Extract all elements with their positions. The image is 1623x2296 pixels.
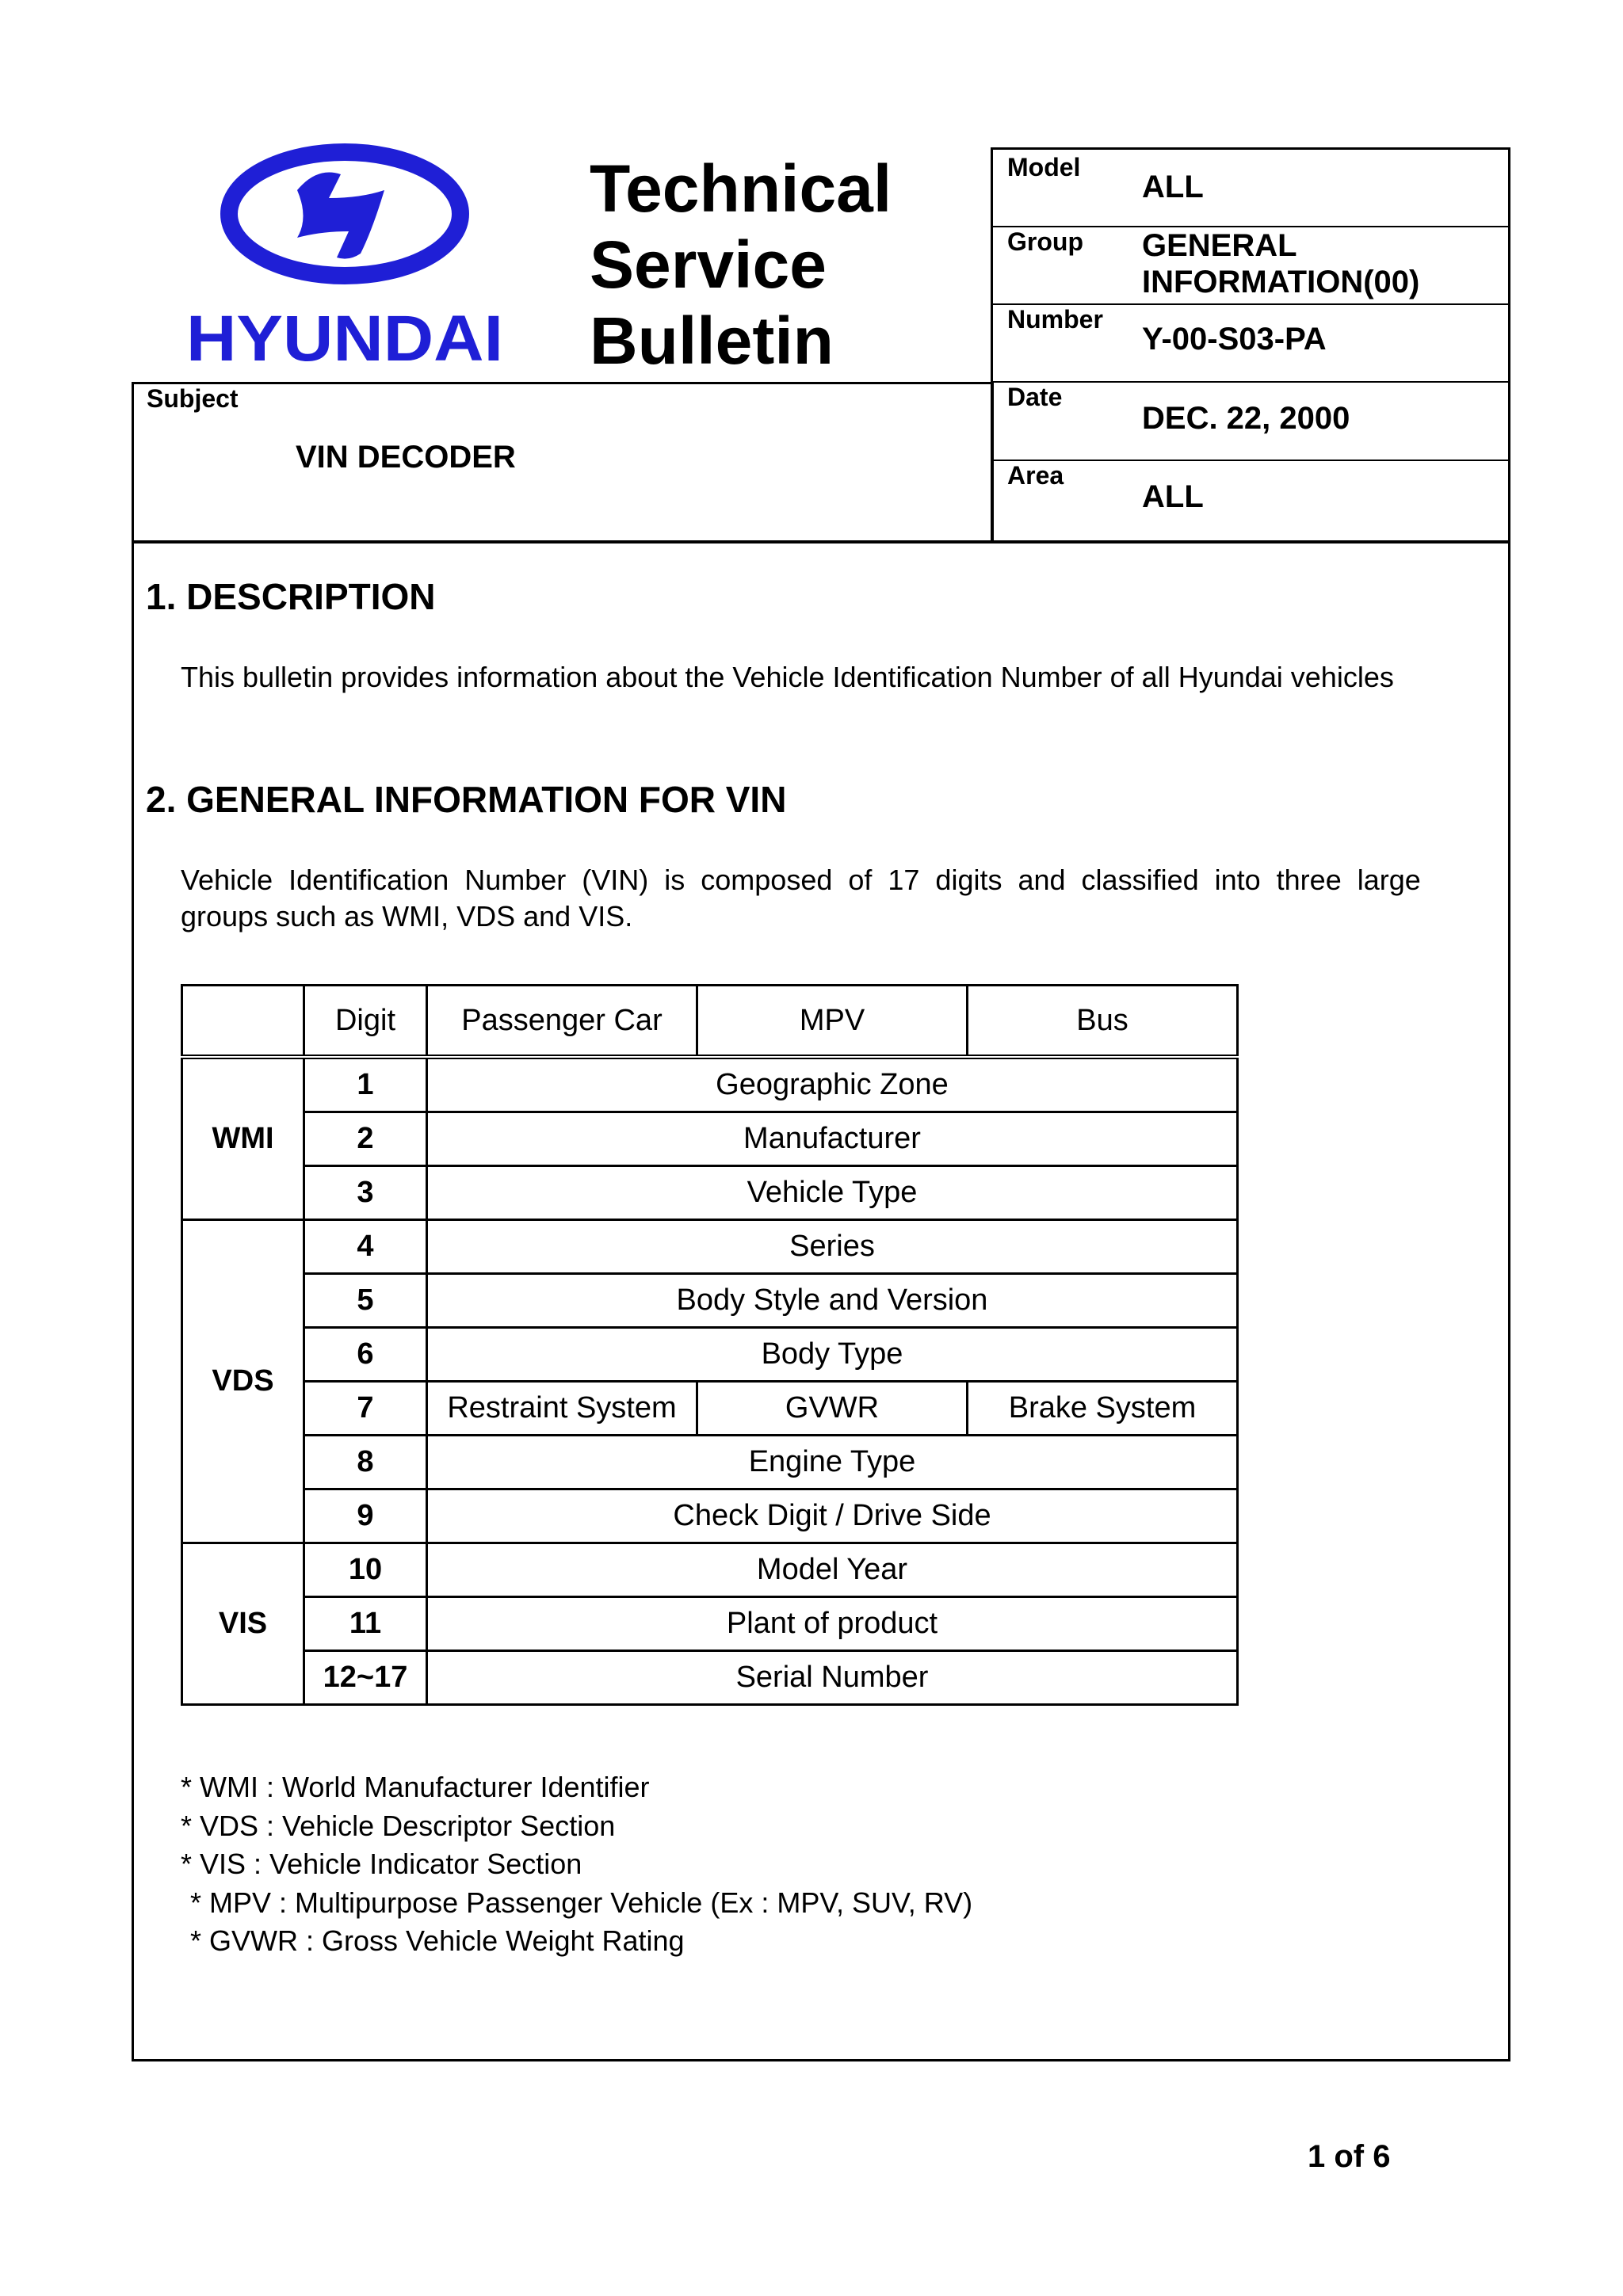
group-vis: VIS (182, 1543, 304, 1705)
table-row (182, 1382, 1238, 1436)
header-cell-blank (182, 986, 304, 1058)
digit-cell: 12~17 (304, 1651, 427, 1705)
footnote-wmi: * WMI : World Manufacturer Identifier (181, 1771, 650, 1803)
table-row (182, 1057, 1238, 1112)
table-row (182, 1489, 1238, 1543)
digit-cell: 4 (304, 1220, 427, 1274)
desc-cell: Model Year (427, 1543, 1238, 1597)
title-line-3: Bulletin (590, 303, 834, 378)
page-number: 1 of 6 (1308, 2139, 1391, 2174)
desc-cell: Manufacturer (427, 1112, 1238, 1166)
header-digit: Digit (304, 986, 427, 1058)
footnotes (181, 1768, 972, 1961)
desc-cell: Body Type (427, 1328, 1238, 1382)
digit-cell: 5 (304, 1274, 427, 1328)
table-row (182, 1166, 1238, 1220)
desc-cell: Check Digit / Drive Side (427, 1489, 1238, 1543)
section-1-text: This bulletin provides information about the Vehicle Identification Number of all Hyundai vehicles (181, 661, 1394, 693)
table-row (182, 1597, 1238, 1651)
digit-cell: 10 (304, 1543, 427, 1597)
table-row (182, 1274, 1238, 1328)
subject-value: VIN DECODER (296, 440, 516, 475)
hyundai-logo (178, 143, 511, 372)
footnote-vds: * VDS : Vehicle Descriptor Section (181, 1809, 616, 1842)
date-label: Date (1007, 383, 1063, 411)
number-label: Number (1007, 305, 1103, 334)
title-line-2: Service (590, 227, 827, 302)
section-2-heading: 2. GENERAL INFORMATION FOR VIN (146, 779, 787, 820)
table-row (182, 1436, 1238, 1489)
digit-cell: 2 (304, 1112, 427, 1166)
header-bus: Bus (968, 986, 1238, 1058)
desc-cell: Engine Type (427, 1436, 1238, 1489)
brand-wordmark: HYUNDAI (186, 303, 503, 372)
model-value: ALL (1142, 170, 1204, 204)
digit-cell: 7 (304, 1382, 427, 1436)
area-value: ALL (1142, 479, 1204, 514)
bulletin-info-box (991, 147, 1510, 543)
table-row (182, 1651, 1238, 1705)
group-value: GENERAL INFORMATION(00) (1142, 228, 1420, 299)
desc-cell-bus: Brake System (968, 1382, 1238, 1436)
section-1-heading: 1. DESCRIPTION (146, 576, 436, 617)
desc-cell: Series (427, 1220, 1238, 1274)
subject-label: Subject (147, 384, 239, 413)
table-row (182, 1328, 1238, 1382)
header-passenger-car: Passenger Car (427, 986, 697, 1058)
title-line-1: Technical (590, 151, 892, 226)
group-vds: VDS (182, 1220, 304, 1543)
desc-cell-mpv: GVWR (697, 1382, 968, 1436)
bulletin-title (590, 151, 892, 379)
table-row (182, 1112, 1238, 1166)
info-row-group (993, 226, 1508, 305)
date-value: DEC. 22, 2000 (1142, 401, 1350, 436)
model-label: Model (1007, 153, 1081, 181)
info-row-date (993, 381, 1508, 461)
digit-cell: 9 (304, 1489, 427, 1543)
info-row-model (993, 150, 1508, 226)
header-mpv: MPV (697, 986, 968, 1058)
digit-cell: 1 (304, 1057, 427, 1112)
area-label: Area (1007, 461, 1064, 490)
group-label: Group (1007, 227, 1083, 256)
group-wmi: WMI (182, 1057, 304, 1220)
desc-cell: Geographic Zone (427, 1057, 1238, 1112)
subject-box (132, 382, 994, 543)
digit-cell: 8 (304, 1436, 427, 1489)
section-2-text-line-2: groups such as WMI, VDS and VIS. (181, 900, 633, 933)
digit-cell: 3 (304, 1166, 427, 1220)
desc-cell: Serial Number (427, 1651, 1238, 1705)
desc-cell: Vehicle Type (427, 1166, 1238, 1220)
footnote-mpv: * MPV : Multipurpose Passenger Vehicle (Ex : MPV, SUV, RV) (190, 1886, 973, 1919)
info-row-number (993, 303, 1508, 383)
table-header-row (182, 986, 1238, 1058)
desc-cell-passenger-car: Restraint System (427, 1382, 697, 1436)
vin-decoder-table (181, 984, 1239, 1706)
info-row-area (993, 460, 1508, 540)
digit-cell: 6 (304, 1328, 427, 1382)
desc-cell: Plant of product (427, 1597, 1238, 1651)
footnote-vis: * VIS : Vehicle Indicator Section (181, 1848, 582, 1880)
table-row (182, 1543, 1238, 1597)
section-2-text (181, 862, 1453, 935)
digit-cell: 11 (304, 1597, 427, 1651)
section-2-text-line-1: Vehicle Identification Number (VIN) is composed of 17 digits and classified into three large (181, 864, 1421, 896)
footnote-gvwr: * GVWR : Gross Vehicle Weight Rating (190, 1924, 685, 1957)
number-value: Y-00-S03-PA (1142, 322, 1327, 357)
desc-cell: Body Style and Version (427, 1274, 1238, 1328)
table-row (182, 1220, 1238, 1274)
